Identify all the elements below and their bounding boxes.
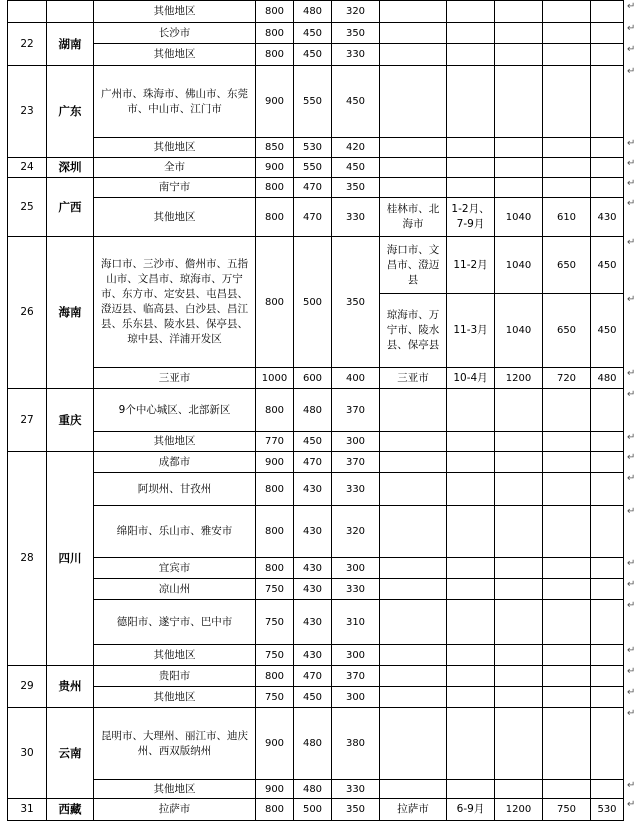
city-cell: 凉山州 bbox=[94, 579, 256, 600]
season-price-cell bbox=[543, 452, 591, 473]
price-cell: 470 bbox=[294, 452, 332, 473]
season-price-cell bbox=[543, 389, 591, 432]
seq-cell: 29 bbox=[8, 666, 47, 708]
price-cell: 330 bbox=[332, 579, 380, 600]
paragraph-mark-icon: ↵ bbox=[627, 780, 636, 791]
city-cell: 宜宾市 bbox=[94, 558, 256, 579]
city-cell: 其他地区 bbox=[94, 44, 256, 66]
season-price-cell bbox=[543, 666, 591, 687]
season-price-cell bbox=[591, 178, 624, 198]
price-cell: 1000 bbox=[256, 368, 294, 389]
city-cell: 绵阳市、乐山市、雅安市 bbox=[94, 506, 256, 558]
season-city-cell bbox=[380, 708, 447, 780]
price-cell: 750 bbox=[256, 579, 294, 600]
paragraph-mark-icon: ↵ bbox=[627, 708, 636, 719]
city-cell: 德阳市、遂宁市、巴中市 bbox=[94, 600, 256, 645]
season-price-cell: 450 bbox=[591, 237, 624, 294]
price-cell: 480 bbox=[294, 780, 332, 799]
price-cell: 430 bbox=[294, 579, 332, 600]
price-cell: 330 bbox=[332, 44, 380, 66]
price-cell: 850 bbox=[256, 138, 294, 158]
seq-cell: 27 bbox=[8, 389, 47, 452]
city-cell: 贵阳市 bbox=[94, 666, 256, 687]
price-cell: 350 bbox=[332, 178, 380, 198]
season-price-cell bbox=[495, 708, 543, 780]
season-price-cell bbox=[543, 44, 591, 66]
price-cell: 800 bbox=[256, 666, 294, 687]
season-city-cell: 拉萨市 bbox=[380, 799, 447, 821]
paragraph-mark-icon: ↵ bbox=[627, 687, 636, 698]
season-city-cell bbox=[380, 780, 447, 799]
season-price-cell bbox=[591, 708, 624, 780]
season-price-cell bbox=[591, 506, 624, 558]
season-period-cell bbox=[447, 558, 495, 579]
season-price-cell: 650 bbox=[543, 294, 591, 368]
seq-cell bbox=[8, 1, 47, 23]
season-price-cell bbox=[543, 66, 591, 138]
season-city-cell bbox=[380, 452, 447, 473]
season-price-cell bbox=[543, 579, 591, 600]
price-cell: 300 bbox=[332, 687, 380, 708]
season-city-cell bbox=[380, 1, 447, 23]
paragraph-mark-icon: ↵ bbox=[627, 666, 636, 677]
paragraph-mark-icon: ↵ bbox=[627, 558, 636, 569]
price-cell: 450 bbox=[332, 158, 380, 178]
price-cell: 430 bbox=[294, 600, 332, 645]
season-price-cell: 450 bbox=[591, 294, 624, 368]
season-price-cell bbox=[543, 600, 591, 645]
season-price-cell bbox=[495, 687, 543, 708]
table-row bbox=[8, 368, 624, 389]
paragraph-mark-icon: ↵ bbox=[627, 389, 636, 400]
season-price-cell bbox=[495, 600, 543, 645]
season-price-cell: 750 bbox=[543, 799, 591, 821]
price-cell: 470 bbox=[294, 198, 332, 237]
price-cell: 330 bbox=[332, 473, 380, 506]
season-price-cell bbox=[495, 558, 543, 579]
price-cell: 430 bbox=[294, 558, 332, 579]
paragraph-mark-icon: ↵ bbox=[627, 138, 636, 149]
table-row bbox=[8, 23, 624, 44]
season-price-cell bbox=[495, 506, 543, 558]
price-cell: 480 bbox=[294, 389, 332, 432]
table-row bbox=[8, 708, 624, 780]
price-cell: 500 bbox=[294, 799, 332, 821]
table-row bbox=[8, 600, 624, 645]
season-period-cell: 10-4月 bbox=[447, 368, 495, 389]
season-price-cell bbox=[495, 473, 543, 506]
price-cell: 900 bbox=[256, 780, 294, 799]
city-cell: 长沙市 bbox=[94, 23, 256, 44]
table-row bbox=[8, 473, 624, 506]
province-cell: 重庆 bbox=[47, 389, 94, 452]
paragraph-mark-icon: ↵ bbox=[627, 294, 636, 305]
paragraph-mark-icon: ↵ bbox=[627, 23, 636, 34]
city-cell: 其他地区 bbox=[94, 138, 256, 158]
price-cell: 550 bbox=[294, 158, 332, 178]
season-period-cell bbox=[447, 138, 495, 158]
price-cell: 770 bbox=[256, 432, 294, 452]
season-city-cell: 海口市、文昌市、澄迈县 bbox=[380, 237, 447, 294]
table-row bbox=[8, 506, 624, 558]
table-row bbox=[8, 579, 624, 600]
price-cell: 430 bbox=[294, 645, 332, 666]
table-row bbox=[8, 666, 624, 687]
price-cell: 430 bbox=[294, 506, 332, 558]
city-cell: 其他地区 bbox=[94, 780, 256, 799]
season-period-cell bbox=[447, 23, 495, 44]
price-cell: 500 bbox=[294, 237, 332, 368]
season-period-cell bbox=[447, 600, 495, 645]
seq-cell: 28 bbox=[8, 452, 47, 666]
season-price-cell: 530 bbox=[591, 799, 624, 821]
paragraph-mark-icon: ↵ bbox=[627, 645, 636, 656]
price-cell: 300 bbox=[332, 432, 380, 452]
season-period-cell bbox=[447, 452, 495, 473]
season-period-cell bbox=[447, 645, 495, 666]
city-cell: 阿坝州、甘孜州 bbox=[94, 473, 256, 506]
paragraph-mark-icon: ↵ bbox=[627, 799, 636, 810]
season-price-cell bbox=[543, 506, 591, 558]
season-period-cell bbox=[447, 708, 495, 780]
season-city-cell bbox=[380, 579, 447, 600]
paragraph-mark-icon: ↵ bbox=[627, 432, 636, 443]
price-cell: 470 bbox=[294, 178, 332, 198]
season-price-cell bbox=[591, 780, 624, 799]
table-row bbox=[8, 389, 624, 432]
season-period-cell: 6-9月 bbox=[447, 799, 495, 821]
season-price-cell bbox=[495, 158, 543, 178]
season-price-cell: 650 bbox=[543, 237, 591, 294]
season-price-cell bbox=[591, 452, 624, 473]
price-cell: 400 bbox=[332, 368, 380, 389]
season-price-cell bbox=[543, 178, 591, 198]
province-cell: 广东 bbox=[47, 66, 94, 158]
seq-cell: 22 bbox=[8, 23, 47, 66]
season-price-cell bbox=[543, 780, 591, 799]
price-cell: 370 bbox=[332, 666, 380, 687]
table-row bbox=[8, 44, 624, 66]
price-cell: 750 bbox=[256, 687, 294, 708]
seq-cell: 26 bbox=[8, 237, 47, 389]
season-price-cell: 1040 bbox=[495, 198, 543, 237]
price-cell: 900 bbox=[256, 158, 294, 178]
price-cell: 800 bbox=[256, 237, 294, 368]
price-cell: 800 bbox=[256, 23, 294, 44]
table-row bbox=[8, 645, 624, 666]
table-row bbox=[8, 799, 624, 821]
season-period-cell bbox=[447, 579, 495, 600]
paragraph-mark-icon: ↵ bbox=[627, 237, 636, 248]
season-price-cell bbox=[591, 1, 624, 23]
season-price-cell bbox=[495, 23, 543, 44]
price-cell: 320 bbox=[332, 506, 380, 558]
season-city-cell bbox=[380, 558, 447, 579]
price-cell: 320 bbox=[332, 1, 380, 23]
table-row bbox=[8, 452, 624, 473]
price-cell: 300 bbox=[332, 645, 380, 666]
season-price-cell bbox=[591, 432, 624, 452]
season-city-cell bbox=[380, 66, 447, 138]
season-price-cell bbox=[591, 558, 624, 579]
city-cell: 成都市 bbox=[94, 452, 256, 473]
season-city-cell bbox=[380, 506, 447, 558]
seq-cell: 31 bbox=[8, 799, 47, 821]
city-cell: 其他地区 bbox=[94, 1, 256, 23]
paragraph-mark-icon: ↵ bbox=[627, 66, 636, 77]
season-price-cell bbox=[495, 645, 543, 666]
price-cell: 750 bbox=[256, 645, 294, 666]
province-cell: 深圳 bbox=[47, 158, 94, 178]
season-price-cell bbox=[543, 23, 591, 44]
season-price-cell bbox=[543, 473, 591, 506]
season-city-cell: 三亚市 bbox=[380, 368, 447, 389]
season-city-cell bbox=[380, 600, 447, 645]
city-cell: 其他地区 bbox=[94, 198, 256, 237]
price-cell: 450 bbox=[294, 432, 332, 452]
price-cell: 900 bbox=[256, 708, 294, 780]
price-cell: 800 bbox=[256, 1, 294, 23]
price-cell: 480 bbox=[294, 1, 332, 23]
season-price-cell bbox=[495, 44, 543, 66]
season-price-cell: 720 bbox=[543, 368, 591, 389]
price-cell: 800 bbox=[256, 198, 294, 237]
season-period-cell: 11-2月 bbox=[447, 237, 495, 294]
season-price-cell bbox=[495, 1, 543, 23]
season-price-cell bbox=[591, 389, 624, 432]
season-city-cell bbox=[380, 645, 447, 666]
price-cell: 800 bbox=[256, 473, 294, 506]
season-price-cell bbox=[543, 432, 591, 452]
season-price-cell: 430 bbox=[591, 198, 624, 237]
city-cell: 其他地区 bbox=[94, 432, 256, 452]
season-price-cell bbox=[495, 452, 543, 473]
season-city-cell bbox=[380, 687, 447, 708]
season-city-cell: 桂林市、北海市 bbox=[380, 198, 447, 237]
city-cell: 9个中心城区、北部新区 bbox=[94, 389, 256, 432]
season-price-cell bbox=[591, 66, 624, 138]
season-price-cell bbox=[591, 600, 624, 645]
season-period-cell bbox=[447, 44, 495, 66]
price-cell: 350 bbox=[332, 23, 380, 44]
season-price-cell bbox=[495, 666, 543, 687]
season-price-cell: 610 bbox=[543, 198, 591, 237]
paragraph-mark-icon: ↵ bbox=[627, 1, 636, 12]
province-cell: 四川 bbox=[47, 452, 94, 666]
table-row bbox=[8, 558, 624, 579]
season-period-cell bbox=[447, 158, 495, 178]
city-cell: 其他地区 bbox=[94, 645, 256, 666]
price-cell: 800 bbox=[256, 799, 294, 821]
price-cell: 330 bbox=[332, 780, 380, 799]
season-city-cell bbox=[380, 23, 447, 44]
price-cell: 450 bbox=[294, 687, 332, 708]
province-cell bbox=[47, 1, 94, 23]
season-price-cell bbox=[495, 178, 543, 198]
season-period-cell bbox=[447, 432, 495, 452]
season-city-cell bbox=[380, 389, 447, 432]
price-cell: 800 bbox=[256, 178, 294, 198]
travel-standards-table bbox=[7, 0, 624, 821]
paragraph-mark-icon: ↵ bbox=[627, 506, 636, 517]
paragraph-mark-icon: ↵ bbox=[627, 579, 636, 590]
price-cell: 900 bbox=[256, 452, 294, 473]
price-cell: 330 bbox=[332, 198, 380, 237]
season-price-cell bbox=[495, 579, 543, 600]
price-cell: 450 bbox=[332, 66, 380, 138]
price-cell: 450 bbox=[294, 23, 332, 44]
price-cell: 600 bbox=[294, 368, 332, 389]
season-period-cell bbox=[447, 666, 495, 687]
paragraph-mark-icon: ↵ bbox=[627, 473, 636, 484]
price-cell: 370 bbox=[332, 389, 380, 432]
province-cell: 广西 bbox=[47, 178, 94, 237]
season-price-cell: 480 bbox=[591, 368, 624, 389]
season-price-cell bbox=[543, 1, 591, 23]
season-price-cell bbox=[543, 687, 591, 708]
table-row bbox=[8, 687, 624, 708]
price-cell: 800 bbox=[256, 389, 294, 432]
price-cell: 370 bbox=[332, 452, 380, 473]
seq-cell: 23 bbox=[8, 66, 47, 158]
paragraph-mark-icon: ↵ bbox=[627, 44, 636, 55]
price-cell: 800 bbox=[256, 44, 294, 66]
city-cell: 全市 bbox=[94, 158, 256, 178]
season-period-cell: 11-3月 bbox=[447, 294, 495, 368]
paragraph-mark-icon: ↵ bbox=[627, 452, 636, 463]
season-price-cell bbox=[543, 558, 591, 579]
season-city-cell bbox=[380, 158, 447, 178]
table-row bbox=[8, 138, 624, 158]
season-period-cell bbox=[447, 687, 495, 708]
season-price-cell bbox=[495, 389, 543, 432]
season-price-cell bbox=[591, 645, 624, 666]
price-cell: 550 bbox=[294, 66, 332, 138]
season-city-cell bbox=[380, 138, 447, 158]
city-cell: 南宁市 bbox=[94, 178, 256, 198]
city-cell: 三亚市 bbox=[94, 368, 256, 389]
table-row bbox=[8, 432, 624, 452]
city-cell: 其他地区 bbox=[94, 687, 256, 708]
season-period-cell: 1-2月、7-9月 bbox=[447, 198, 495, 237]
seq-cell: 24 bbox=[8, 158, 47, 178]
season-city-cell: 琼海市、万宁市、陵水县、保亭县 bbox=[380, 294, 447, 368]
season-period-cell bbox=[447, 178, 495, 198]
season-price-cell bbox=[543, 158, 591, 178]
season-period-cell bbox=[447, 1, 495, 23]
season-price-cell bbox=[495, 432, 543, 452]
season-city-cell bbox=[380, 178, 447, 198]
city-cell: 广州市、珠海市、佛山市、东莞市、中山市、江门市 bbox=[94, 66, 256, 138]
season-price-cell bbox=[543, 645, 591, 666]
price-cell: 800 bbox=[256, 506, 294, 558]
table-row bbox=[8, 158, 624, 178]
paragraph-mark-icon: ↵ bbox=[627, 178, 636, 189]
season-price-cell bbox=[543, 708, 591, 780]
season-period-cell bbox=[447, 473, 495, 506]
price-cell: 300 bbox=[332, 558, 380, 579]
seq-cell: 25 bbox=[8, 178, 47, 237]
price-cell: 750 bbox=[256, 600, 294, 645]
city-cell: 拉萨市 bbox=[94, 799, 256, 821]
city-cell: 海口市、三沙市、儋州市、五指山市、文昌市、琼海市、万宁市、东方市、定安县、屯昌县、澄迈县、临高县、白沙县、昌江县、乐东县、陵水县、保亭县、琼中县、洋浦开发区 bbox=[94, 237, 256, 368]
season-price-cell bbox=[591, 138, 624, 158]
price-cell: 380 bbox=[332, 708, 380, 780]
season-price-cell bbox=[591, 23, 624, 44]
table-row bbox=[8, 198, 624, 237]
price-cell: 430 bbox=[294, 473, 332, 506]
season-price-cell: 1200 bbox=[495, 368, 543, 389]
season-city-cell bbox=[380, 666, 447, 687]
paragraph-marks bbox=[625, 0, 636, 815]
price-cell: 420 bbox=[332, 138, 380, 158]
province-cell: 西藏 bbox=[47, 799, 94, 821]
season-price-cell bbox=[495, 138, 543, 158]
price-cell: 800 bbox=[256, 558, 294, 579]
city-cell: 昆明市、大理州、丽江市、迪庆州、西双版纳州 bbox=[94, 708, 256, 780]
season-price-cell bbox=[543, 138, 591, 158]
season-city-cell bbox=[380, 473, 447, 506]
price-cell: 530 bbox=[294, 138, 332, 158]
season-price-cell bbox=[495, 780, 543, 799]
season-price-cell bbox=[591, 579, 624, 600]
province-cell: 湖南 bbox=[47, 23, 94, 66]
price-cell: 350 bbox=[332, 799, 380, 821]
table-row bbox=[8, 780, 624, 799]
season-city-cell bbox=[380, 432, 447, 452]
paragraph-mark-icon: ↵ bbox=[627, 198, 636, 209]
paragraph-mark-icon: ↵ bbox=[627, 158, 636, 169]
table-row bbox=[8, 178, 624, 198]
paragraph-mark-icon: ↵ bbox=[627, 368, 636, 379]
table-row bbox=[8, 1, 624, 23]
season-price-cell bbox=[591, 473, 624, 506]
season-period-cell bbox=[447, 780, 495, 799]
season-price-cell bbox=[591, 158, 624, 178]
paragraph-mark-icon: ↵ bbox=[627, 600, 636, 611]
season-price-cell: 1040 bbox=[495, 294, 543, 368]
season-price-cell bbox=[591, 666, 624, 687]
price-cell: 470 bbox=[294, 666, 332, 687]
season-period-cell bbox=[447, 506, 495, 558]
price-cell: 450 bbox=[294, 44, 332, 66]
price-cell: 350 bbox=[332, 237, 380, 368]
price-cell: 900 bbox=[256, 66, 294, 138]
season-price-cell: 1040 bbox=[495, 237, 543, 294]
season-price-cell bbox=[591, 44, 624, 66]
table-row bbox=[8, 66, 624, 138]
season-price-cell: 1200 bbox=[495, 799, 543, 821]
season-period-cell bbox=[447, 389, 495, 432]
province-cell: 贵州 bbox=[47, 666, 94, 708]
seq-cell: 30 bbox=[8, 708, 47, 799]
season-city-cell bbox=[380, 44, 447, 66]
province-cell: 云南 bbox=[47, 708, 94, 799]
season-price-cell bbox=[495, 66, 543, 138]
table-row bbox=[8, 237, 624, 294]
season-period-cell bbox=[447, 66, 495, 138]
season-price-cell bbox=[591, 687, 624, 708]
province-cell: 海南 bbox=[47, 237, 94, 389]
price-cell: 310 bbox=[332, 600, 380, 645]
price-cell: 480 bbox=[294, 708, 332, 780]
